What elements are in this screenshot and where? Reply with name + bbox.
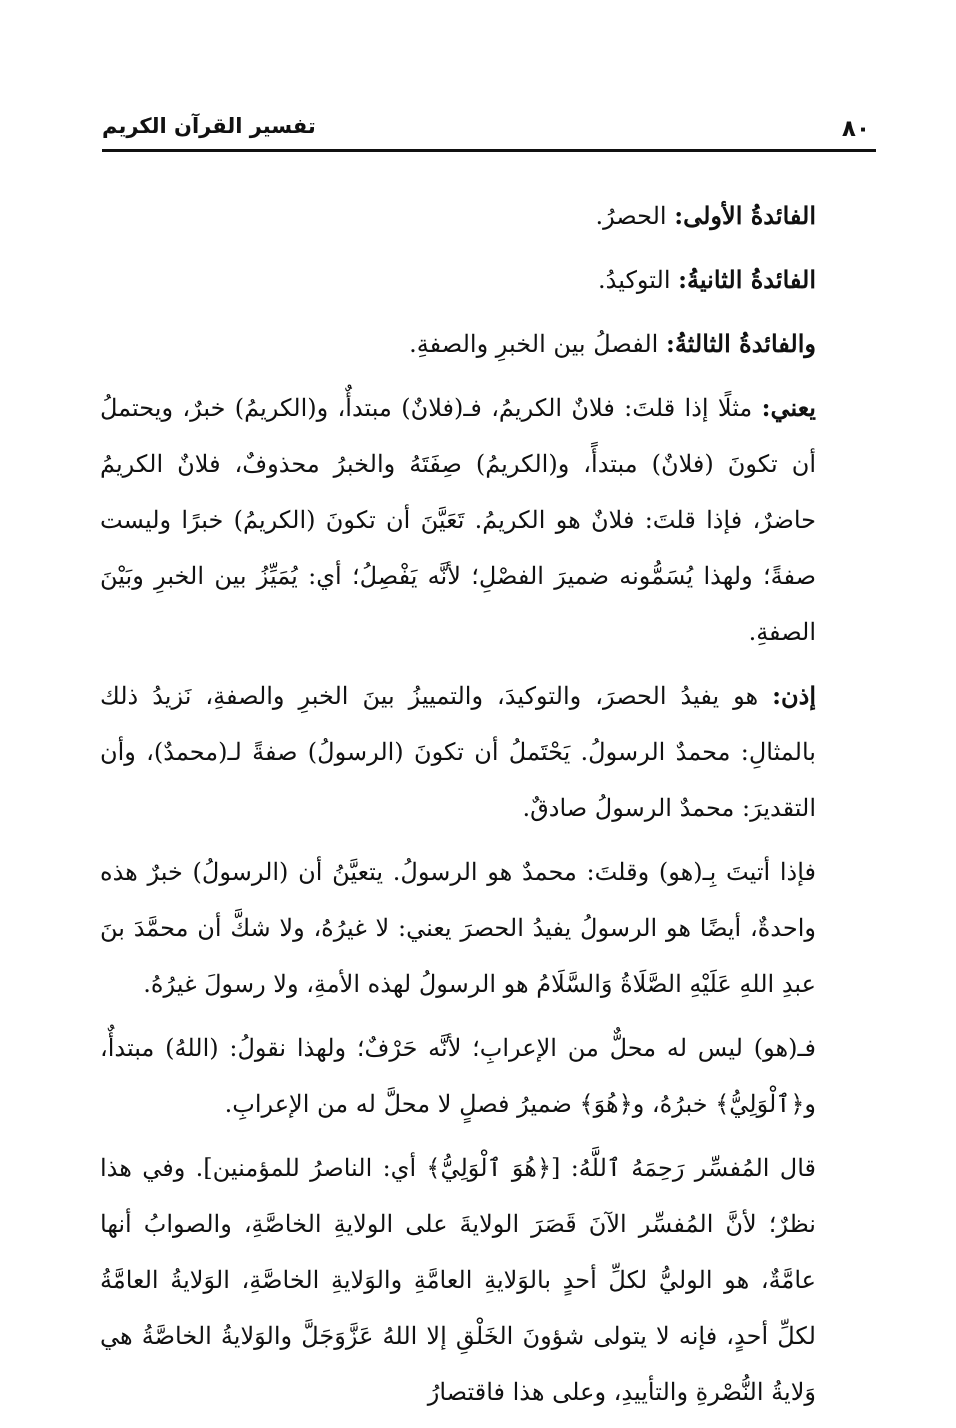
paragraph-label: إذن:: [772, 681, 816, 710]
page-header: [102, 108, 876, 148]
paragraph-5: [100, 1140, 816, 1420]
point-3: [100, 316, 816, 372]
point-label: الفائدةُ الأولى:: [674, 201, 816, 230]
paragraph-text: مثلًا إذا قلتَ: فلانٌ الكريمُ، فـ(فلانٌ) مبتدأٌ، و(الكريمُ) خبرٌ، ويحتملُ أن تكونَ (فلانٌ) مبتدأً، و(الكريمُ) صِفَتَهُ والخبرُ محذوفٌ، فلانٌ الكريمُ حاضرٌ، فإذا قلتَ: فلانٌ هو الكريمُ. تَعَيَّنَ أن تكونَ (الكريمُ) خبرًا وليست صفةً؛ ولهذا يُسَمُّونه ضميرَ الفصْلِ؛ لأنَّه يَفْصِلُ؛ أي: يُمَيِّزُ بين الخبرِ وبَيْنَ الصفةِ.: [100, 394, 817, 646]
point-1: [100, 188, 816, 244]
paragraph-2: [100, 668, 816, 836]
paragraph-text: هو يفيدُ الحصرَ، والتوكيدَ، والتمييزُ بينَ الخبرِ والصفةِ، نَزيدُ ذلك بالمثالِ: محمدٌ الرسولُ. يَحْتَملُ أن تكونَ (الرسولُ) صفةً لـ(محمدٌ)، وأن التقديرَ: محمدٌ الرسولُ صادقٌ.: [100, 682, 816, 822]
page-number: ٨٠: [841, 116, 870, 142]
point-text: الفصلُ بين الخبرِ والصفةِ.: [409, 330, 666, 358]
paragraph-label: يعني:: [761, 393, 816, 422]
point-2: [100, 252, 816, 308]
page-body: [100, 188, 816, 1428]
paragraph-4: [100, 1020, 816, 1132]
paragraph-3: [100, 844, 816, 1012]
point-text: التوكيدُ.: [598, 266, 679, 294]
header-rule: [102, 149, 876, 152]
running-title: تفسير القرآن الكريم: [102, 114, 316, 138]
point-label: والفائدةُ الثالثةُ:: [665, 329, 816, 358]
paragraph-text: قال المُفسِّر رَحِمَهُ ٱللَّهُ: [﴿هُوَ ٱلْوَلِيُّ﴾ أي: الناصرُ للمؤمنين]. وفي هذا نظرٌ؛ لأنَّ المُفسِّر الآنَ قَصَرَ الولايةَ على الولايةِ الخاصَّةِ، والصوابُ أنها عامَّةٌ، هو الوليُّ لكلِّ أحدٍ بالوَلايةِ العامَّةِ والوَلايةِ الخاصَّةِ، الوَلايةُ العامَّةُ لكلِّ أحدٍ، فإنه لا يتولى شؤونَ الخَلْقِ إلا اللهُ عَزَّوَجَلَّ والوَلايةُ الخاصَّةُ هي وَلايةُ النُّصْرةِ والتأييدِ، وعلى هذا فاقتصارُ: [100, 1154, 816, 1406]
point-label: الفائدةُ الثانيةُ:: [678, 265, 816, 294]
paragraph-text: فـ(هو) ليس له محلٌّ من الإعرابِ؛ لأنَّه حَرْفٌ؛ ولهذا نقولُ: (اللهُ) مبتدأٌ، و﴿ٱلْوَلِيُّ﴾ خبرُهُ، و﴿هُوَ﴾ ضميرُ فصلٍ لا محلَّ له من الإعرابِ.: [100, 1034, 816, 1118]
paragraph-text: فإذا أتيتَ بِـ(هو) وقلتَ: محمدٌ هو الرسولُ. يتعيَّنُ أن (الرسولُ) خبرٌ هذه واحدةٌ، أيضًا هو الرسولُ يفيدُ الحصرَ يعني: لا غيرُهُ، ولا شكَّ أن محمَّدَ بنَ عبدِ اللهِ عَلَيْهِ الصَّلَاةُ وَالسَّلَامُ هو الرسولُ لهذه الأمةِ، ولا رسولَ غيرُهُ.: [100, 858, 816, 998]
point-text: الحصرُ.: [595, 202, 675, 230]
paragraph-1: [100, 380, 816, 660]
